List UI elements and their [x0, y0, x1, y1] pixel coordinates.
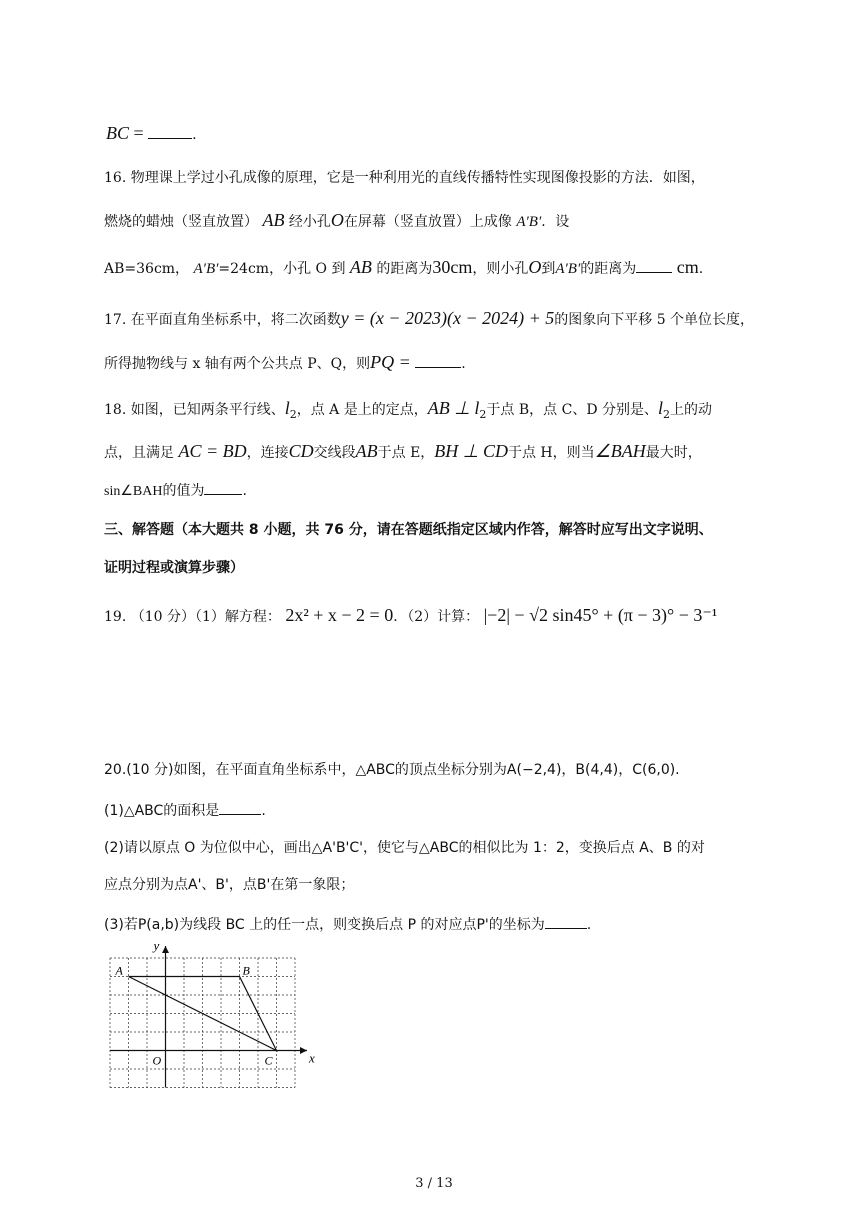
coordinate-grid-figure [100, 938, 315, 1090]
q15-tail: BC = . [106, 123, 197, 143]
answer-blank [415, 353, 461, 368]
q17-line-1: 17. 在平面直角坐标系中，将二次函数y = (x − 2023)(x − 2024) + 5的图象向下平移 5 个单位长度， [104, 308, 755, 328]
answer-blank [545, 914, 587, 929]
q16-line-1: 16. 物理课上学过小孔成像的原理，它是一种利用光的直线传播特性实现图像投影的方法．如图， [104, 170, 705, 186]
q20-part-1: (1)△ABC的面积是 . [104, 800, 266, 821]
q18-line-1: 18. 如图，已知两条平行线、$l_2$，点 A 是上的定点，AB ⊥ $l_2$于点 B，点 C、D 分别是、$l_2$上的动 [104, 398, 713, 421]
section-heading-line-1: 三、解答题（本大题共 8 小题，共 76 分，请在答题纸指定区域内作答，解答时应写出文字说明、 [104, 522, 713, 538]
q20-part-2-line-1: (2)请以原点 O 为位似中心，画出△A'B'C'，使它与△ABC的相似比为 1：2，变换后点 A、B 的对 [104, 840, 705, 856]
grid-lines [110, 958, 295, 1088]
q17-line-2: 所得抛物线与 x 轴有两个公共点 P、Q，则PQ = . [104, 352, 466, 372]
label-origin: O [152, 1053, 162, 1068]
q20-part-2-line-2: 应点分别为点A'、B'，点B'在第一象限； [104, 877, 355, 893]
section-heading-line-2: 证明过程或演算步骤） [104, 560, 244, 576]
answer-blank [204, 480, 242, 495]
label-c: C [264, 1053, 273, 1068]
q18-line-2: 点，且满足 AC = BD，连接CD交线段AB于点 E，BH ⊥ CD于点 H，则当∠BAH最大时， [104, 441, 702, 461]
label-a: A [115, 963, 123, 978]
equation: 2x² + x − 2 = 0 [285, 605, 394, 625]
q20-part-3: (3)若P(a,b)为线段 BC 上的任一点，则变换后点 P 的对应点P'的坐标为 . [104, 914, 591, 935]
q20-line-1: 20.(10 分)如图，在平面直角坐标系中，△ABC的顶点坐标分别为A(−2,4)，B(4,4)，C(6,0). [104, 762, 680, 778]
calculation: |−2| − √2 sin45° + (π − 3)° − 3⁻¹ [483, 605, 718, 625]
q19-line: 19. （10 分）（1）解方程： 2x² + x − 2 = 0．（2）计算： |−2| − √2 sin45° + (π − 3)° − 3⁻¹ [104, 605, 718, 625]
answer-blank [636, 258, 672, 273]
answer-blank [219, 800, 261, 815]
q16-line-2: 燃烧的蜡烛（竖直放置） AB 经小孔O在屏幕（竖直放置）上成像 A′B′．设 [104, 210, 570, 230]
q18-line-3: sin∠BAH的值为 . [104, 480, 247, 502]
label-y-axis: y [153, 938, 160, 953]
page-number: 3 / 13 [415, 1176, 453, 1191]
answer-blank [148, 124, 192, 139]
y-axis-arrow [162, 946, 169, 953]
label-b: B [242, 963, 250, 978]
x-axis-arrow [300, 1047, 307, 1054]
label-x-axis: x [309, 1050, 315, 1066]
quadratic-function: y = (x − 2023)(x − 2024) + 5 [340, 308, 555, 328]
q16-line-3: AB=36cm， A′B′=24cm，小孔 O 到 AB 的距离为30cm，则小孔O到A′B′的距离为 cm. [104, 257, 704, 277]
bc-label: BC [106, 123, 130, 143]
